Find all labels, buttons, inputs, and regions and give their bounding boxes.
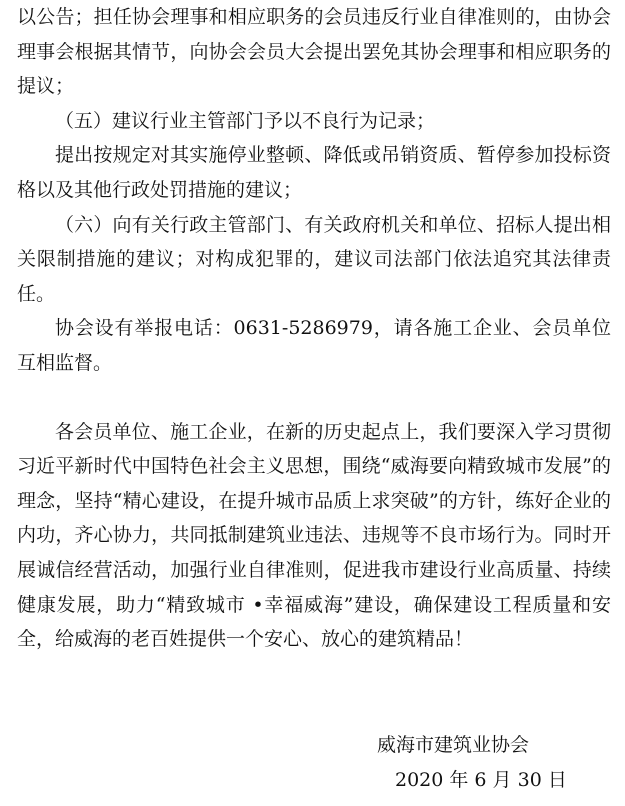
paragraph-item-six: （六）向有关行政主管部门、有关政府机关和单位、招标人提出相关限制措施的建议；对构成犯罪的，建议司法部门依法追究其法律责任。 <box>17 213 611 305</box>
paragraph-penalty-continuation: 以公告；担任协会理事和相应职务的会员违反行业自律准则的，由协会理事会根据其情节，向协会会员大会提出罢免其协会理事和相应职务的提议； <box>17 6 611 98</box>
signature-date: 2020 年 6 月 30 日 <box>395 769 567 791</box>
paragraph-suspension-proposal: 提出按规定对其实施停业整顿、降低或吊销资质、暂停参加投标资格以及其他行政处罚措施的建议； <box>17 144 611 201</box>
paragraph-spacer <box>0 381 625 415</box>
paragraph-item-five: （五）建议行业主管部门予以不良行为记录； <box>55 109 436 132</box>
paragraph-hotline: 协会设有举报电话：0631-5286979，请各施工企业、会员单位互相监督。 <box>17 317 611 374</box>
paragraph-call-to-action: 各会员单位、施工企业，在新的历史起点上，我们要深入学习贯彻习近平新时代中国特色社会主义思想，围绕“威海要向精致城市发展”的理念，坚持“精心建设，在提升城市品质上求突破”的方针，练好企业的内功，齐心协力，共同抵制建筑业违法、违规等不良市场行为。同时开展诚信经营活动，加强行业自律准则，促进我市建设行业高质量、持续健康发展，助力“精致城市 •幸福威海”建设，确保建设工程质量和安全，给威海的老百姓提供一个安心、放心的建筑精品！ <box>17 420 611 651</box>
signature-organization: 威海市建筑业协会 <box>377 734 530 756</box>
